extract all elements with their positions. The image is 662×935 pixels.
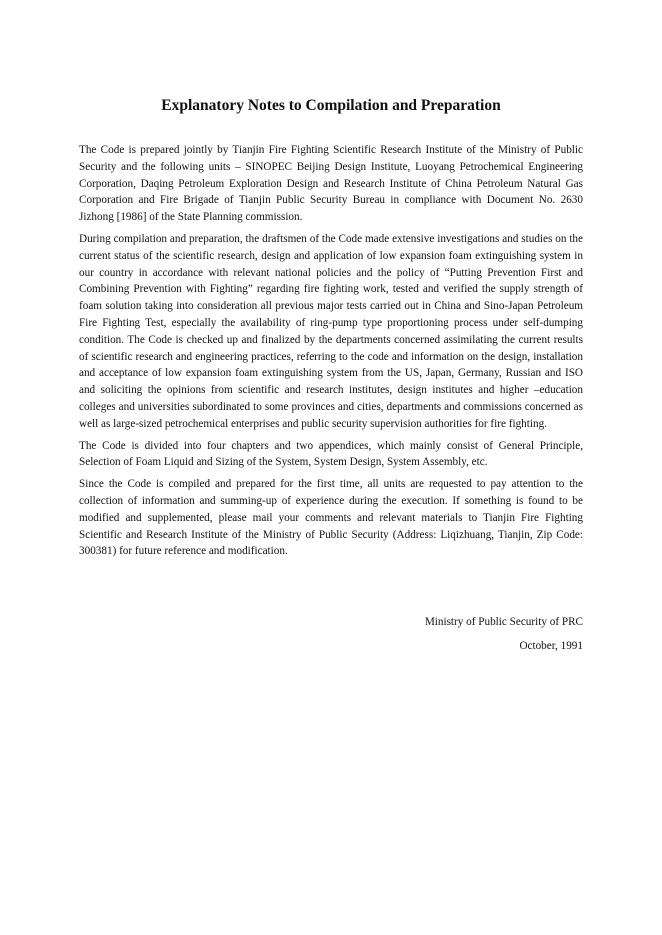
paragraph-preparation-units: The Code is prepared jointly by Tianjin Fire Fighting Scientific Research Institute of the Ministry of Public Security and the following units – SINOPEC Beijing Design Institute, Luoyang Petrochemical Engineering Corporation, Daqing Petroleum Exploration Design and Research Institute of China Petroleum Natural Gas Corporation and Fire Brigade of Tianjin Public Security Bureau in compliance with Document No. 2630 Jizhong [1986] of the State Planning commission. — [79, 144, 583, 224]
issue-date: October, 1991 — [519, 639, 583, 652]
issuing-organization: Ministry of Public Security of PRC — [424, 616, 583, 629]
paragraph-structure: The Code is divided into four chapters and two appendices, which mainly consist of General Principle, Selection of Foam Liquid and Sizing of the System, System Design, System Assembly, etc. — [79, 439, 583, 469]
document-title: Explanatory Notes to Compilation and Preparation — [161, 97, 501, 114]
signature-block — [79, 614, 583, 655]
paragraph-feedback-request: Since the Code is compiled and prepared for the first time, all units are requested to pay attention to the collection of information and summing-up of experience during the execution. If something is found to be modified and supplemented, please mail your comments and relevant materials to Tianjin Fire Fighting Scientific and Research Institute of the Ministry of Public Security (Address: Liqizhuang, Tianjin, Zip Code: 300381) for future reference and modification. — [79, 478, 583, 558]
paragraph-compilation-process: During compilation and preparation, the draftsmen of the Code made extensive investigations and studies on the current status of the scientific research, design and application of low expansion foam extinguishing system in our country in accordance with relevant national policies and the policy of “Putting Prevention First and Combining Prevention with Fighting” regarding fire fighting work, tested and verified the supply strength of foam solution taking into consideration all previous major tests carried out in China and Sino-Japan Petroleum Fire Fighting Test, especially the availability of ring-pump type proportioning process under self-dumping condition. The Code is checked up and finalized by the departments concerned assimilating the current results of scientific research and engineering practices, referring to the code and information on the design, installation and acceptance of low expansion foam extinguishing system from the US, Japan, Germany, Russian and ISO and soliciting the opinions from scientific and research institutes, design institutes and higher –education colleges and universities subordinated to some provinces and cities, departments and commissions concerned as well as large-sized petrochemical enterprises and public security supervision authorities for fire fighting. — [79, 232, 583, 430]
document-page — [79, 96, 583, 662]
